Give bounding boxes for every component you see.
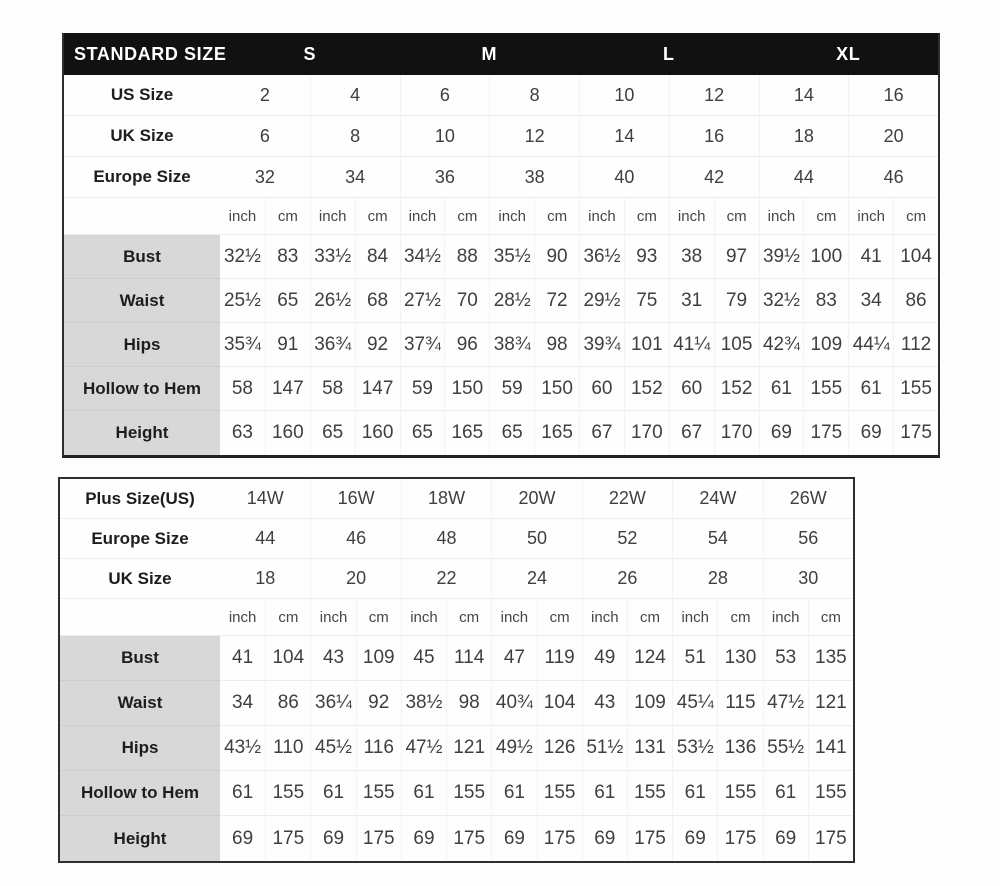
size-cell: 20	[848, 116, 938, 157]
size-cell: 52	[582, 519, 672, 559]
table-row	[64, 75, 938, 116]
size-cell: 50	[491, 519, 581, 559]
measurement-cell: 67	[669, 411, 714, 455]
measurement-cell: 175	[808, 816, 853, 861]
size-cell: 32	[220, 157, 310, 198]
unit-cell: inch	[848, 198, 893, 235]
size-cell: 10	[400, 116, 490, 157]
measurement-cell: 61	[848, 367, 893, 411]
row-label: Hips	[60, 726, 220, 771]
measurement-cell: 175	[893, 411, 938, 455]
measurement-cell: 69	[582, 816, 627, 861]
unit-cell: cm	[265, 198, 310, 235]
measurement-cell: 27½	[400, 279, 445, 323]
size-cell: 18	[759, 116, 849, 157]
measurement-cell: 112	[893, 323, 938, 367]
measurement-cell: 65	[400, 411, 445, 455]
measurement-cell: 98	[534, 323, 579, 367]
standard-table-title: STANDARD SIZE	[74, 43, 227, 64]
measurement-cell: 51½	[582, 726, 627, 771]
measurement-cell: 35¾	[220, 323, 265, 367]
measurement-cell: 29½	[579, 279, 624, 323]
measurement-cell: 175	[446, 816, 491, 861]
measurement-cell: 92	[355, 323, 400, 367]
size-cell: 56	[763, 519, 853, 559]
size-cell: 26W	[763, 479, 853, 519]
measurement-cell: 61	[763, 771, 808, 816]
measurement-cell: 150	[534, 367, 579, 411]
measurement-cell: 72	[534, 279, 579, 323]
unit-cell: inch	[759, 198, 804, 235]
measurement-cell: 60	[579, 367, 624, 411]
table-row	[64, 198, 938, 235]
table-row	[60, 479, 853, 519]
measurement-cell: 75	[624, 279, 669, 323]
measurement-cell: 150	[444, 367, 489, 411]
size-cell: 2	[220, 75, 310, 116]
measurement-cell: 34	[848, 279, 893, 323]
measurement-cell: 83	[803, 279, 848, 323]
size-cell: 46	[848, 157, 938, 198]
measurement-cell: 59	[400, 367, 445, 411]
size-cell: 14	[579, 116, 669, 157]
row-label: Hips	[64, 323, 220, 367]
unit-cell: inch	[310, 599, 355, 636]
measurement-cell: 155	[537, 771, 582, 816]
measurement-cell: 45	[401, 636, 446, 681]
size-group-header: M	[481, 43, 498, 64]
size-cell: 12	[669, 75, 759, 116]
measurement-cell: 110	[265, 726, 310, 771]
measurement-cell: 100	[803, 235, 848, 279]
size-cell: 8	[489, 75, 579, 116]
measurement-cell: 109	[803, 323, 848, 367]
size-cell: 6	[400, 75, 490, 116]
measurement-cell: 36¾	[310, 323, 355, 367]
measurement-cell: 43	[582, 681, 627, 726]
measurement-cell: 69	[763, 816, 808, 861]
measurement-cell: 175	[803, 411, 848, 455]
measurement-cell: 53½	[672, 726, 717, 771]
measurement-cell: 61	[401, 771, 446, 816]
unit-cell: inch	[491, 599, 536, 636]
measurement-cell: 141	[808, 726, 853, 771]
size-cell: 10	[579, 75, 669, 116]
measurement-cell: 44¼	[848, 323, 893, 367]
unit-cell: inch	[489, 198, 534, 235]
size-cell: 14W	[220, 479, 310, 519]
measurement-cell: 51	[672, 636, 717, 681]
measurement-cell: 160	[355, 411, 400, 455]
measurement-cell: 55½	[763, 726, 808, 771]
measurement-cell: 41¼	[669, 323, 714, 367]
measurement-cell: 152	[714, 367, 759, 411]
unit-cell: cm	[444, 198, 489, 235]
size-group-header: L	[662, 43, 675, 64]
measurement-cell: 61	[310, 771, 355, 816]
measurement-cell: 115	[717, 681, 762, 726]
unit-cell: cm	[717, 599, 762, 636]
measurement-cell: 121	[808, 681, 853, 726]
table-row	[60, 599, 853, 636]
table-row	[64, 157, 938, 198]
measurement-cell: 90	[534, 235, 579, 279]
table-row	[64, 116, 938, 157]
measurement-cell: 45½	[310, 726, 355, 771]
measurement-cell: 152	[624, 367, 669, 411]
measurement-cell: 33½	[310, 235, 355, 279]
table-row	[60, 559, 853, 599]
measurement-cell: 47	[491, 636, 536, 681]
measurement-cell: 104	[893, 235, 938, 279]
unit-cell: inch	[220, 599, 265, 636]
measurement-cell: 39½	[759, 235, 804, 279]
row-label: Bust	[64, 235, 220, 279]
measurement-cell: 86	[893, 279, 938, 323]
size-cell: 14	[759, 75, 849, 116]
measurement-cell: 61	[220, 771, 265, 816]
measurement-cell: 104	[537, 681, 582, 726]
measurement-cell: 69	[672, 816, 717, 861]
measurement-cell: 41	[220, 636, 265, 681]
measurement-cell: 67	[579, 411, 624, 455]
measurement-cell: 34½	[400, 235, 445, 279]
measurement-cell: 59	[489, 367, 534, 411]
standard-size-table	[62, 33, 940, 458]
row-label: Waist	[64, 279, 220, 323]
measurement-cell: 65	[265, 279, 310, 323]
plus-size-table	[58, 477, 855, 863]
measurement-cell: 155	[265, 771, 310, 816]
table-row	[64, 235, 938, 279]
table-row	[60, 816, 853, 861]
measurement-cell: 175	[356, 816, 401, 861]
measurement-cell: 175	[627, 816, 672, 861]
table-row	[60, 771, 853, 816]
measurement-cell: 58	[220, 367, 265, 411]
plus-table-body	[60, 479, 853, 861]
size-cell: 34	[310, 157, 400, 198]
unit-cell: inch	[582, 599, 627, 636]
measurement-cell: 130	[717, 636, 762, 681]
row-label: Bust	[60, 636, 220, 681]
measurement-cell: 32½	[220, 235, 265, 279]
measurement-cell: 160	[265, 411, 310, 455]
measurement-cell: 155	[356, 771, 401, 816]
measurement-cell: 61	[759, 367, 804, 411]
measurement-cell: 165	[534, 411, 579, 455]
measurement-cell: 131	[627, 726, 672, 771]
measurement-cell: 61	[491, 771, 536, 816]
row-label: US Size	[64, 75, 220, 116]
size-cell: 16W	[310, 479, 400, 519]
table-row	[64, 279, 938, 323]
measurement-cell: 170	[714, 411, 759, 455]
size-cell: 16	[669, 116, 759, 157]
table-row	[64, 323, 938, 367]
measurement-cell: 68	[355, 279, 400, 323]
measurement-cell: 69	[310, 816, 355, 861]
unit-cell: inch	[763, 599, 808, 636]
measurement-cell: 69	[232, 827, 254, 849]
row-label: Height	[64, 411, 220, 455]
measurement-cell: 61	[672, 771, 717, 816]
size-cell: 12	[489, 116, 579, 157]
measurement-cell: 105	[714, 323, 759, 367]
measurement-cell: 79	[714, 279, 759, 323]
measurement-cell: 38½	[401, 681, 446, 726]
unit-cell: cm	[624, 198, 669, 235]
size-cell: 26	[582, 559, 672, 599]
unit-cell: cm	[627, 599, 672, 636]
unit-cell: cm	[534, 198, 579, 235]
unit-cell: cm	[537, 599, 582, 636]
unit-cell: inch	[579, 198, 624, 235]
measurement-cell: 155	[627, 771, 672, 816]
measurement-cell: 35½	[489, 235, 534, 279]
measurement-cell: 101	[624, 323, 669, 367]
table-row	[60, 636, 853, 681]
size-cell: 18W	[401, 479, 491, 519]
unit-cell: inch	[672, 599, 717, 636]
size-cell: 40	[579, 157, 669, 198]
measurement-cell: 47½	[401, 726, 446, 771]
measurement-cell: 38	[669, 235, 714, 279]
measurement-cell: 170	[624, 411, 669, 455]
size-cell: 28	[672, 559, 762, 599]
measurement-cell: 96	[444, 323, 489, 367]
measurement-cell: 40¾	[491, 681, 536, 726]
measurement-cell: 114	[446, 636, 491, 681]
measurement-cell: 37¾	[400, 323, 445, 367]
unit-cell: cm	[446, 599, 491, 636]
measurement-cell: 69	[401, 816, 446, 861]
size-cell: 22	[401, 559, 491, 599]
measurement-cell: 109	[356, 636, 401, 681]
measurement-cell: 43½	[220, 726, 265, 771]
measurement-cell: 175	[537, 816, 582, 861]
measurement-cell: 155	[446, 771, 491, 816]
measurement-cell: 49½	[491, 726, 536, 771]
measurement-cell: 42¾	[759, 323, 804, 367]
measurement-cell: 60	[669, 367, 714, 411]
size-group-header: XL	[836, 43, 861, 64]
size-group-header: S	[303, 43, 317, 64]
table-row	[64, 367, 938, 411]
measurement-cell: 65	[489, 411, 534, 455]
measurement-cell: 41	[848, 235, 893, 279]
measurement-cell: 83	[265, 235, 310, 279]
measurement-cell: 39¾	[579, 323, 624, 367]
measurement-cell: 136	[717, 726, 762, 771]
measurement-cell: 70	[444, 279, 489, 323]
measurement-cell: 175	[265, 816, 310, 861]
table-row	[60, 681, 853, 726]
measurement-cell: 147	[265, 367, 310, 411]
measurement-cell: 31	[669, 279, 714, 323]
measurement-cell: 86	[265, 681, 310, 726]
row-label: Hollow to Hem	[64, 367, 220, 411]
measurement-cell: 116	[356, 726, 401, 771]
measurement-cell: 93	[624, 235, 669, 279]
size-cell: 30	[763, 559, 853, 599]
measurement-cell: 28½	[489, 279, 534, 323]
measurement-cell: 155	[808, 771, 853, 816]
measurement-cell: 53	[763, 636, 808, 681]
measurement-cell: 155	[717, 771, 762, 816]
row-label: Height	[60, 816, 220, 861]
measurement-cell: 34	[220, 681, 265, 726]
size-cell: 38	[489, 157, 579, 198]
standard-table-header	[64, 33, 938, 75]
measurement-cell: 69	[491, 816, 536, 861]
size-cell: 54	[672, 519, 762, 559]
measurement-cell: 63	[231, 422, 253, 443]
unit-cell: inch	[400, 198, 445, 235]
size-cell: 20W	[491, 479, 581, 519]
measurement-cell: 45¼	[672, 681, 717, 726]
table-row	[60, 726, 853, 771]
measurement-cell: 26½	[310, 279, 355, 323]
measurement-cell: 165	[444, 411, 489, 455]
measurement-cell: 92	[356, 681, 401, 726]
size-cell: 36	[400, 157, 490, 198]
measurement-cell: 104	[265, 636, 310, 681]
unit-cell: cm	[893, 198, 938, 235]
size-cell: 24W	[672, 479, 762, 519]
table-row	[60, 519, 853, 559]
size-cell: 44	[759, 157, 849, 198]
unit-cell: cm	[803, 198, 848, 235]
size-cell: 22W	[582, 479, 672, 519]
size-cell: 8	[310, 116, 400, 157]
measurement-cell: 69	[759, 411, 804, 455]
measurement-cell: 91	[265, 323, 310, 367]
measurement-cell: 43	[310, 636, 355, 681]
unit-cell: cm	[808, 599, 853, 636]
measurement-cell: 97	[714, 235, 759, 279]
row-label: Plus Size(US)	[60, 479, 220, 519]
size-cell: 18	[220, 559, 310, 599]
unit-cell: inch	[669, 198, 714, 235]
measurement-cell: 32½	[759, 279, 804, 323]
measurement-cell: 155	[803, 367, 848, 411]
measurement-cell: 38¾	[489, 323, 534, 367]
size-cell: 48	[401, 519, 491, 559]
unit-cell: cm	[355, 198, 400, 235]
size-cell: 46	[310, 519, 400, 559]
measurement-cell: 58	[310, 367, 355, 411]
measurement-cell: 175	[717, 816, 762, 861]
row-label: Hollow to Hem	[60, 771, 220, 816]
measurement-cell: 36¼	[310, 681, 355, 726]
size-cell: 6	[220, 116, 310, 157]
row-label	[64, 198, 220, 235]
measurement-cell: 155	[893, 367, 938, 411]
size-cell: 24	[491, 559, 581, 599]
measurement-cell: 109	[627, 681, 672, 726]
measurement-cell: 98	[446, 681, 491, 726]
measurement-cell: 25½	[220, 279, 265, 323]
measurement-cell: 36½	[579, 235, 624, 279]
measurement-cell: 119	[537, 636, 582, 681]
unit-cell: inch	[401, 599, 446, 636]
measurement-cell: 84	[355, 235, 400, 279]
measurement-cell: 124	[627, 636, 672, 681]
unit-cell: cm	[356, 599, 401, 636]
size-cell: 42	[669, 157, 759, 198]
measurement-cell: 135	[808, 636, 853, 681]
unit-cell: cm	[265, 599, 310, 636]
size-cell: 4	[310, 75, 400, 116]
row-label: Europe Size	[60, 519, 220, 559]
row-label	[60, 599, 220, 636]
measurement-cell: 88	[444, 235, 489, 279]
measurement-cell: 126	[537, 726, 582, 771]
size-cell: 16	[848, 75, 938, 116]
unit-cell: inch	[310, 198, 355, 235]
measurement-cell: 49	[582, 636, 627, 681]
row-label: Waist	[60, 681, 220, 726]
standard-table-body	[64, 75, 938, 455]
size-cell: 20	[310, 559, 400, 599]
unit-cell: cm	[714, 198, 759, 235]
row-label: Europe Size	[64, 157, 220, 198]
table-row	[64, 411, 938, 455]
row-label: UK Size	[60, 559, 220, 599]
measurement-cell: 69	[848, 411, 893, 455]
measurement-cell: 47½	[763, 681, 808, 726]
measurement-cell: 147	[355, 367, 400, 411]
measurement-cell: 65	[310, 411, 355, 455]
measurement-cell: 121	[446, 726, 491, 771]
size-cell: 44	[220, 519, 310, 559]
measurement-cell: 61	[582, 771, 627, 816]
unit-cell: inch	[220, 198, 265, 235]
row-label: UK Size	[64, 116, 220, 157]
